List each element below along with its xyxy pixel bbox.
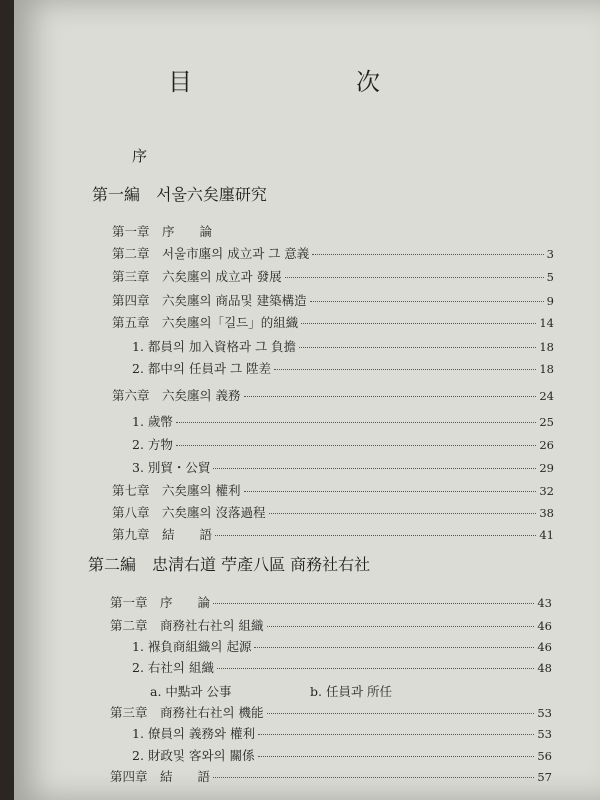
toc-page: 53 [537, 706, 552, 720]
toc-entry [112, 525, 554, 543]
toc-label: 第三章 商務社右社의 機能 [110, 705, 264, 720]
toc-label: 第七章 六矣廛의 權利 [112, 483, 241, 498]
toc-page: 14 [539, 316, 554, 330]
toc-page: 25 [539, 415, 554, 429]
preface-entry: 序 [132, 147, 148, 165]
leader-dots [285, 277, 544, 278]
toc-entry [132, 412, 554, 430]
toc-page: 18 [539, 362, 554, 376]
toc-entry [132, 746, 552, 764]
toc-page: 9 [546, 294, 554, 308]
toc-label: 第五章 六矣廛의「길드」的組織 [112, 315, 299, 330]
toc-page: 38 [539, 506, 554, 520]
toc-entry [112, 313, 554, 331]
leader-dots [299, 347, 536, 348]
toc-entry [132, 458, 554, 476]
toc-entry [132, 637, 552, 655]
toc-page: 24 [539, 389, 554, 403]
toc-label: 第一章 序 論 [110, 595, 211, 610]
leader-dots [274, 369, 536, 370]
leader-dots [215, 535, 536, 536]
leader-dots [213, 603, 534, 604]
sub-entry-a: a. 中點과 公事 [150, 684, 232, 699]
leader-dots [213, 777, 534, 778]
toc-page: 46 [537, 640, 552, 654]
toc-entry [112, 291, 554, 309]
toc-label: 1. 褓負商組織의 起源 [132, 639, 252, 654]
toc-label: 2. 方物 [132, 437, 173, 452]
leader-dots [267, 626, 535, 627]
toc-label: 2. 右社의 組織 [132, 660, 214, 675]
toc-entry: 第一章 序 論 [112, 224, 213, 239]
toc-label: 第二章 商務社右社의 組織 [110, 618, 264, 633]
toc-entry [110, 616, 552, 634]
toc-label: 第二章 서울市廛의 成立과 그 意義 [112, 246, 310, 261]
toc-entry [132, 359, 554, 377]
leader-dots [213, 468, 536, 469]
toc-entry [132, 724, 552, 742]
leader-dots [176, 422, 536, 423]
toc-entry [112, 244, 554, 262]
toc-entry [112, 267, 554, 285]
leader-dots [244, 491, 537, 492]
leader-dots [312, 254, 543, 255]
toc-page: 18 [539, 340, 554, 354]
toc-label: 2. 都中의 任員과 그 陞差 [132, 361, 272, 376]
sub-entry-b: b. 任員과 所任 [310, 684, 392, 699]
toc-label: 第四章 結 語 [110, 769, 211, 784]
toc-entry [132, 337, 554, 355]
toc-page: 41 [539, 528, 554, 542]
toc-label: 第四章 六矣廛의 商品및 建築構造 [112, 293, 307, 308]
toc-page: 29 [539, 461, 554, 475]
toc-page: 53 [537, 727, 552, 741]
toc-page: 3 [546, 247, 554, 261]
book-page [14, 0, 600, 800]
toc-label: 第八章 六矣廛의 沒落過程 [112, 505, 266, 520]
part1-title: 第一編 서울六矣廛研究 [92, 185, 267, 204]
toc-page: 56 [537, 749, 552, 763]
toc-label: 1. 僚員의 義務와 權利 [132, 726, 255, 741]
toc-label: 第六章 六矣廛의 義務 [112, 388, 241, 403]
toc-entry [112, 481, 554, 499]
toc-page: 43 [537, 596, 552, 610]
leader-dots [267, 713, 535, 714]
leader-dots [254, 647, 534, 648]
toc-entry [110, 703, 552, 721]
toc-label: 第三章 六矣廛의 成立과 發展 [112, 269, 282, 284]
toc-entry [110, 593, 552, 611]
leader-dots [301, 323, 536, 324]
toc-label: 3. 別貿・公貿 [132, 460, 211, 475]
leader-dots [244, 396, 537, 397]
toc-page: 26 [539, 438, 554, 452]
toc-page: 5 [546, 270, 554, 284]
leader-dots [269, 513, 537, 514]
toc-page: 48 [537, 661, 552, 675]
toc-entry [132, 658, 552, 676]
toc-entry [110, 767, 552, 785]
leader-dots [258, 734, 534, 735]
toc-page: 57 [537, 770, 552, 784]
toc-entry [112, 386, 554, 404]
toc-page: 32 [539, 484, 554, 498]
toc-page: 46 [537, 619, 552, 633]
toc-label: 第九章 結 語 [112, 527, 213, 542]
toc-label: 1. 都員의 加入資格과 그 負擔 [132, 339, 297, 354]
toc-label: 1. 歲幣 [132, 414, 173, 429]
leader-dots [176, 445, 536, 446]
leader-dots [310, 301, 544, 302]
toc-label: 2. 財政및 客와의 關係 [132, 748, 255, 763]
leader-dots [258, 756, 535, 757]
page-title: 目 次 [168, 68, 450, 96]
part2-title: 第二編 忠淸右道 苧產八區 商務社右社 [88, 555, 371, 574]
toc-entry [112, 503, 554, 521]
toc-entry [132, 435, 554, 453]
leader-dots [217, 668, 534, 669]
